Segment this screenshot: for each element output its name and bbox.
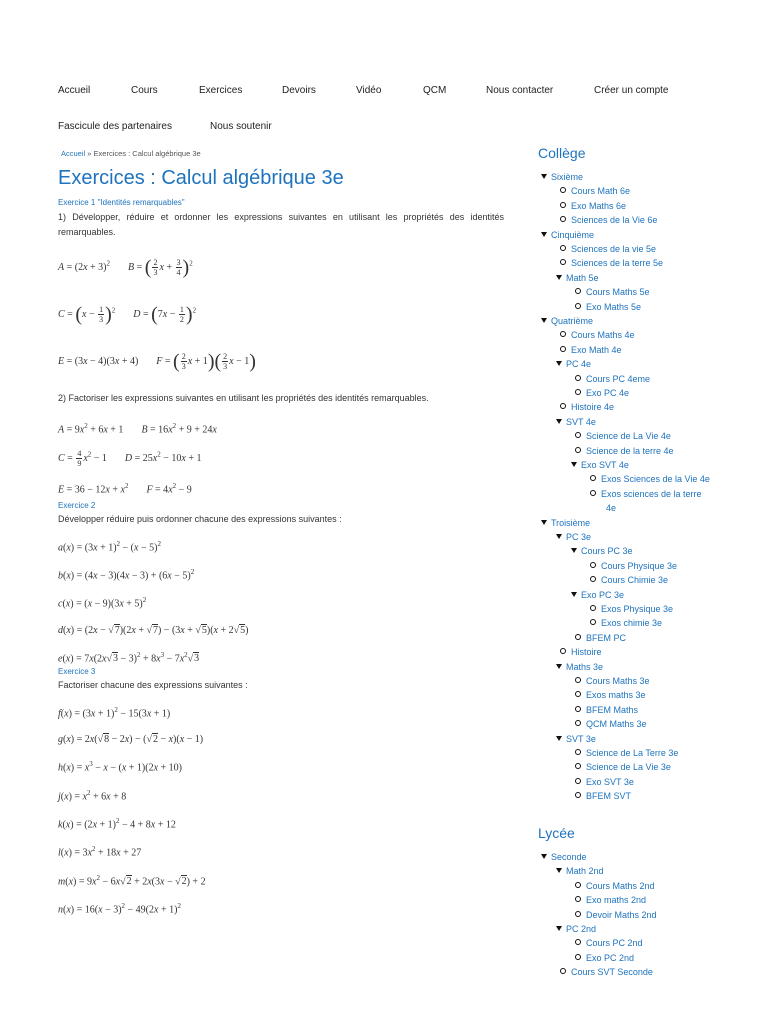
sidebar-item-label: Science de La Vie 4e [586, 431, 671, 442]
nav-nous-contacter[interactable]: Nous contacter [486, 85, 554, 96]
circle-bullet-icon [575, 954, 581, 960]
circle-bullet-icon [560, 648, 566, 654]
circle-bullet-icon [560, 259, 566, 265]
circle-bullet-icon [575, 778, 581, 784]
circle-bullet-icon [575, 706, 581, 712]
sidebar-item-label: Cours PC 4eme [586, 373, 651, 384]
sidebar-item-label: Histoire 4e [571, 402, 615, 413]
math-expression: g(x) = 2x(√8 − 2x) − (√2 − x)(x − 1) [58, 734, 204, 746]
caret-down-icon[interactable] [571, 462, 577, 467]
exercise-1-title[interactable]: Exercice 1 "Identités remarquables" [58, 198, 185, 207]
circle-bullet-icon [560, 216, 566, 222]
sidebar-item-label: Exo SVT 3e [586, 776, 634, 787]
sidebar-item-label: QCM Maths 3e [586, 719, 647, 730]
sidebar-item-label: Cours Math 6e [571, 186, 631, 197]
sidebar-item-label: PC 4e [566, 359, 592, 370]
sidebar-item-label: Exo Math 4e [571, 344, 622, 355]
caret-down-icon[interactable] [556, 419, 562, 424]
sidebar-item-cours-pc-3e[interactable] [571, 546, 633, 556]
math-expression: $j(x) = x^2 + 6x + 8$ [58, 788, 127, 802]
sidebar-item-exos-maths-3e[interactable] [575, 690, 646, 700]
exercise-2-title[interactable]: Exercice 2 [58, 500, 96, 510]
sidebar-item-science-de-la-terre-4e[interactable] [575, 446, 674, 456]
exercise-2-intro: Développer réduire puis ordonner chacune des expressions suivantes : [58, 513, 342, 524]
sidebar-item-cours-math-6e[interactable] [560, 186, 630, 196]
sidebar-item-cours-maths-2nd[interactable] [575, 881, 655, 891]
sidebar-heading-college: Collège [538, 145, 586, 161]
nav-devoirs[interactable]: Devoirs [282, 85, 316, 96]
caret-down-icon[interactable] [541, 232, 547, 237]
sidebar-item-label: Cours Physique 3e [601, 560, 678, 571]
circle-bullet-icon [575, 677, 581, 683]
sidebar-item-label: Cours Maths 3e [586, 676, 650, 686]
math-expression: d(x) = (2x − √7)(2x + √7) − (3x + √5)(x + 2√5) [58, 624, 249, 636]
math-expression: $h(x) = x^3 - x - (x + 1)(2x + 10)$ [58, 760, 183, 774]
sidebar-item-sciences-de-la-terre-5e[interactable] [560, 258, 663, 268]
sidebar-item-cours-pc-2nd[interactable] [575, 938, 643, 948]
sidebar-item-label: Cours Maths 5e [586, 287, 650, 298]
sidebar-heading-lycee: Lycée [538, 825, 575, 841]
sidebar-item-label: Exo SVT 4e [581, 460, 629, 470]
sidebar-item-label: Cours Chimie 3e [601, 575, 669, 586]
caret-down-icon[interactable] [571, 592, 577, 597]
nav-creer-compte[interactable]: Créer un compte [594, 85, 669, 96]
sidebar-item-quatrieme[interactable] [541, 316, 593, 326]
sidebar-item-exo-maths-6e[interactable] [560, 201, 626, 211]
sidebar-item-pc-2nd[interactable] [556, 924, 596, 934]
caret-down-icon[interactable] [541, 318, 547, 323]
sidebar-item-maths-3e[interactable] [556, 662, 603, 672]
sidebar-item-label: Math 2nd [566, 866, 604, 877]
sidebar-item-exo-pc-4e[interactable] [575, 388, 629, 398]
sidebar-item-exo-pc-2nd[interactable] [575, 953, 634, 963]
circle-bullet-icon [560, 245, 566, 251]
caret-down-icon[interactable] [556, 534, 562, 539]
circle-bullet-icon [560, 187, 566, 193]
sidebar-item-label: Science de la terre 4e [586, 445, 674, 456]
sidebar-item-exos-chimie-3e[interactable] [590, 618, 662, 628]
breadcrumb-home[interactable]: Accueil [61, 149, 86, 158]
sidebar-item-label: Seconde [551, 852, 587, 862]
exercise-3-intro: Factoriser chacune des expressions suivantes : [58, 679, 248, 690]
nav-video[interactable]: Vidéo [356, 85, 382, 96]
math-expression: E = (3x − 4)(3x + 4) F = ( $\frac{2}{3}$ x + 1)( $\frac{2}{3}$ x − 1) [58, 350, 256, 373]
sidebar-item-cours-physique-3e[interactable] [590, 561, 677, 571]
caret-down-icon[interactable] [571, 548, 577, 553]
math-expression: $A = 9x^2 + 6x + 1$ $B = 16x^2 + 9 + 24x$ [58, 422, 217, 436]
sidebar-item-exo-maths-5e[interactable] [575, 302, 641, 312]
sidebar-item-cours-svt-seconde[interactable] [560, 967, 653, 977]
sidebar-item-4e [606, 503, 616, 513]
circle-bullet-icon [590, 619, 596, 625]
sidebar-item-exo-math-4e[interactable] [560, 345, 622, 355]
sidebar-item-cours-maths-3e[interactable] [575, 676, 650, 686]
sidebar-item-label: 4e [606, 503, 617, 514]
circle-bullet-icon [575, 763, 581, 769]
circle-bullet-icon [560, 403, 566, 409]
sidebar-item-histoire-4e[interactable] [560, 402, 614, 412]
sidebar-item-cours-pc-4eme[interactable] [575, 374, 650, 384]
sidebar-item-label: Cinquième [551, 229, 595, 240]
sidebar-item-label: Maths 3e [566, 661, 604, 672]
circle-bullet-icon [575, 634, 581, 640]
sidebar-item-cours-maths-5e[interactable] [575, 287, 650, 297]
circle-bullet-icon [560, 968, 566, 974]
sidebar-item-exos-sciences-de-la-terre[interactable] [590, 489, 702, 499]
circle-bullet-icon [575, 303, 581, 309]
sidebar-item-devoir-maths-2nd[interactable] [575, 910, 657, 920]
sidebar-item-label: Exos Physique 3e [601, 604, 674, 614]
circle-bullet-icon [590, 490, 596, 496]
math-expression: $b(x) = (4x - 3)(4x - 3) + (6x - 5)^2$ [58, 567, 195, 582]
sidebar-item-label: Exo PC 3e [581, 589, 625, 600]
sidebar-item-sixieme[interactable] [541, 172, 583, 182]
sidebar-item-label: Exo PC 4e [586, 388, 630, 398]
breadcrumb-separator: » [85, 149, 94, 158]
circle-bullet-icon [575, 792, 581, 798]
caret-down-icon[interactable] [556, 926, 562, 931]
sidebar-item-exo-svt-3e[interactable] [575, 777, 634, 787]
sidebar-item-label: Exos Sciences de la Vie 4e [601, 474, 710, 485]
sidebar-item-label: Cours PC 3e [581, 546, 633, 557]
math-expression: $e(x) = 7x(2x√3 - 3)^2 + 8x^3 - 7x^2√3$ [58, 650, 200, 664]
sidebar-item-svt-4e[interactable] [556, 417, 596, 427]
math-expression: $E = 36 - 12x + x^2$ $F = 4x^2 - 9$ [58, 482, 192, 496]
math-expression: C = $\frac{4}{9}$ $x^2 - 1$ $D = 25x^2 - 10x + 1$ [58, 449, 202, 469]
math-expression: $n(x) = 16(x - 3)^2 - 49(2x + 1)^2$ [58, 901, 181, 916]
sidebar-item-label: Troisième [551, 517, 591, 528]
sidebar-item-label: Quatrième [551, 316, 594, 326]
exercise-3-title[interactable]: Exercice 3 [58, 666, 96, 676]
sidebar-item-qcm-maths-3e[interactable] [575, 719, 647, 729]
sidebar-item-math-2nd[interactable] [556, 866, 604, 876]
sidebar-item-sciences-de-la-vie-6e[interactable] [560, 215, 657, 225]
math-expression: $a(x) = (3x + 1)^2 - (x - 5)^2$ [58, 539, 161, 553]
math-expression: $l(x) = 3x^2 + 18x + 27$ [58, 845, 142, 859]
breadcrumb [61, 149, 504, 158]
sidebar-item-troisieme[interactable] [541, 518, 590, 528]
sidebar-item-bfem-pc[interactable] [575, 633, 626, 643]
sidebar-item-math-5e[interactable] [556, 273, 599, 283]
sidebar-item-cours-maths-4e[interactable] [560, 330, 635, 340]
nav-qcm[interactable]: QCM [423, 85, 447, 96]
nav-accueil[interactable]: Accueil [58, 85, 91, 96]
math-expression: $m(x) = 9x^2 - 6x√2 + 2x(3x - √2) + 2$ [58, 873, 206, 887]
sidebar-item-label: BFEM PC [586, 632, 627, 643]
circle-bullet-icon [575, 389, 581, 395]
article [58, 149, 504, 915]
sidebar-item-pc-3e[interactable] [556, 532, 591, 542]
sidebar-item-label: Exo maths 2nd [586, 895, 647, 906]
sidebar-item-science-de-la-vie-3e[interactable] [575, 762, 671, 772]
circle-bullet-icon [590, 562, 596, 568]
sidebar-item-label: Math 5e [566, 272, 599, 283]
sidebar-item-label: Cours SVT Seconde [571, 967, 653, 978]
circle-bullet-icon [590, 576, 596, 582]
sidebar-item-label: Exos sciences de la terre [601, 488, 702, 499]
circle-bullet-icon [575, 432, 581, 438]
circle-bullet-icon [575, 720, 581, 726]
math-expression: $f(x) = (3x + 1)^2 - 15(3x + 1)$ [58, 705, 171, 720]
sidebar-item-exo-svt-4e[interactable] [571, 460, 629, 470]
sidebar-item-label: Exos chimie 3e [601, 618, 663, 629]
circle-bullet-icon [575, 911, 581, 917]
nav-exercices[interactable]: Exercices [199, 85, 243, 96]
sidebar-item-science-de-la-terre-3e[interactable] [575, 748, 678, 758]
exercise-1-question-2: 2) Factoriser les expressions suivantes en utilisant les propriétés des identités remarquables. [58, 393, 429, 403]
sidebar-item-label: SVT 3e [566, 733, 596, 744]
sidebar-item-label: SVT 4e [566, 416, 596, 427]
caret-down-icon[interactable] [556, 275, 562, 280]
math-expression: C = (x − $\frac{1}{3}$ )$^2$ D = (7x − $\frac{1}{2}$ )$^2$ [58, 303, 197, 326]
sidebar-item-label: Exos maths 3e [586, 690, 646, 701]
sidebar-item-label: Science de La Terre 3e [586, 748, 679, 758]
sidebar-item-label: Sciences de la vie 5e [571, 244, 657, 254]
sidebar-item-label: Sixième [551, 172, 584, 182]
sidebar-item-label: Exo Maths 5e [586, 301, 642, 312]
sidebar-item-label: BFEM SVT [586, 791, 632, 802]
circle-bullet-icon [575, 375, 581, 381]
sidebar-item-label: PC 3e [566, 532, 592, 542]
sidebar-item-label: Exo PC 2nd [586, 952, 635, 963]
circle-bullet-icon [575, 939, 581, 945]
sidebar-item-exo-maths-2nd[interactable] [575, 895, 646, 905]
sidebar-item-exos-sciences-de-la-vie-4e[interactable] [590, 474, 710, 484]
circle-bullet-icon [590, 475, 596, 481]
sidebar-item-label: Histoire [571, 647, 602, 658]
circle-bullet-icon [590, 605, 596, 611]
sidebar-item-label: Science de La Vie 3e [586, 762, 671, 773]
circle-bullet-icon [560, 346, 566, 352]
sidebar-item-label: Sciences de la terre 5e [571, 258, 664, 269]
circle-bullet-icon [575, 447, 581, 453]
caret-down-icon[interactable] [556, 361, 562, 366]
nav-fascicule-partenaires[interactable]: Fascicule des partenaires [58, 121, 172, 132]
sidebar-item-sciences-de-la-vie-5e[interactable] [560, 244, 656, 254]
circle-bullet-icon [575, 749, 581, 755]
sidebar-item-histoire[interactable] [560, 647, 602, 657]
sidebar-item-cours-chimie-3e[interactable] [590, 575, 668, 585]
exercise-1-question-1: 1) Développer, réduire et ordonner les expressions suivantes en utilisant les propriétés des identités remarquables. [58, 212, 504, 237]
sidebar-item-label: Devoir Maths 2nd [586, 909, 657, 920]
caret-down-icon[interactable] [556, 868, 562, 873]
sidebar-item-seconde[interactable] [541, 852, 587, 862]
sidebar-item-bfem-maths[interactable] [575, 705, 638, 715]
circle-bullet-icon [575, 882, 581, 888]
caret-down-icon[interactable] [541, 520, 547, 525]
breadcrumb-current: Exercices : Calcul algébrique 3e [93, 149, 201, 158]
sidebar-item-label: Cours Maths 2nd [586, 880, 655, 891]
circle-bullet-icon [575, 691, 581, 697]
math-expression: $k(x) = (2x + 1)^2 - 4 + 8x + 12$ [58, 816, 176, 831]
caret-down-icon[interactable] [556, 736, 562, 741]
sidebar-item-label: Sciences de la Vie 6e [571, 215, 658, 226]
sidebar-item-science-de-la-vie-4e[interactable] [575, 431, 671, 441]
caret-down-icon[interactable] [541, 854, 547, 859]
sidebar-item-label: Exo Maths 6e [571, 200, 627, 211]
nav-nous-soutenir[interactable]: Nous soutenir [210, 121, 272, 132]
sidebar-item-exos-physique-3e[interactable] [590, 604, 673, 614]
sidebar-item-label: Cours Maths 4e [571, 330, 635, 341]
circle-bullet-icon [560, 202, 566, 208]
nav-cours[interactable]: Cours [131, 85, 158, 96]
math-expression: $c(x) = (x - 9)(3x + 5)^2$ [58, 596, 147, 610]
sidebar-item-svt-3e[interactable] [556, 734, 596, 744]
sidebar-item-pc-4e[interactable] [556, 359, 591, 369]
circle-bullet-icon [560, 331, 566, 337]
sidebar-item-label: PC 2nd [566, 924, 597, 934]
sidebar-item-cinquieme[interactable] [541, 230, 594, 240]
sidebar-item-bfem-svt[interactable] [575, 791, 631, 801]
math-expression: $A = (2x + 3)^2$ B = ( $\frac{2}{3}$ x + $\frac{3}{4}$ )$^2$ [58, 256, 193, 279]
page-title: Exercices : Calcul algébrique 3e [58, 167, 344, 189]
circle-bullet-icon [575, 288, 581, 294]
circle-bullet-icon [575, 896, 581, 902]
sidebar-item-exo-pc-3e[interactable] [571, 590, 624, 600]
caret-down-icon[interactable] [541, 174, 547, 179]
caret-down-icon[interactable] [556, 664, 562, 669]
sidebar-item-label: BFEM Maths [586, 704, 639, 715]
sidebar-item-label: Cours PC 2nd [586, 938, 643, 949]
